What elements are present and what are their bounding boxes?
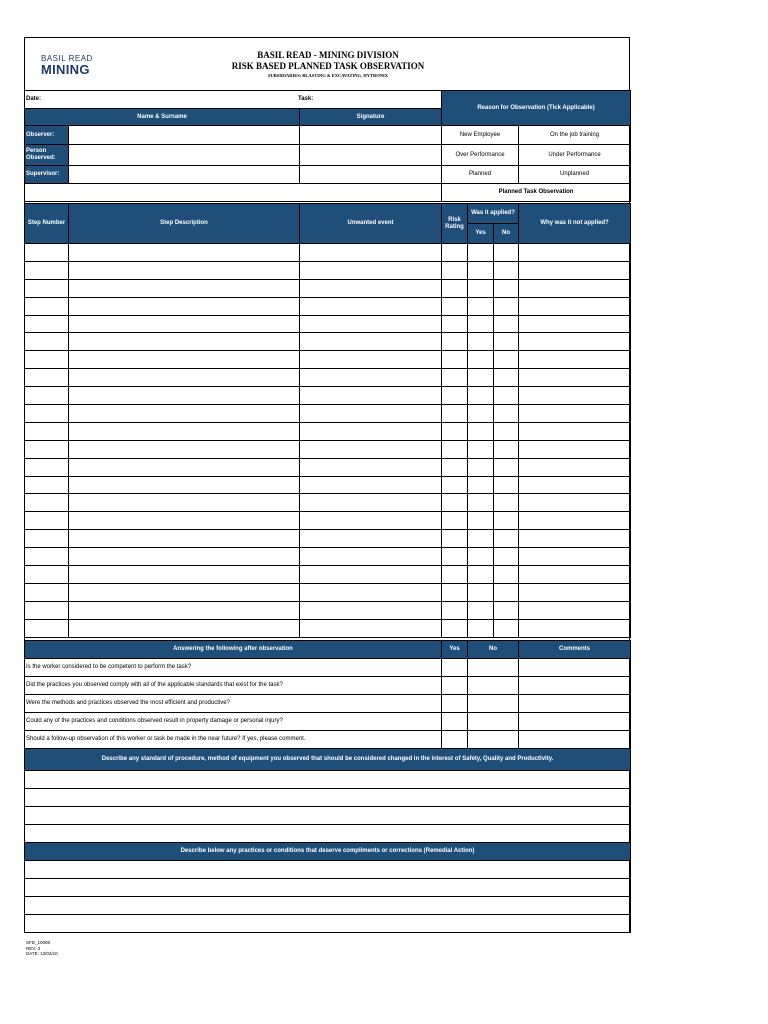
risk-rating-cell[interactable] (442, 369, 468, 387)
why-not-applied-cell[interactable] (519, 440, 631, 458)
risk-rating-cell[interactable] (442, 458, 468, 476)
applied-yes-cell[interactable] (468, 244, 494, 262)
applied-no-cell[interactable] (494, 458, 519, 476)
step-number-cell[interactable] (25, 476, 69, 494)
supervisor-label: Supervisor: (25, 166, 69, 184)
applied-no-header: No (494, 224, 519, 244)
risk-rating-cell[interactable] (442, 530, 468, 548)
step-description-cell[interactable] (69, 333, 300, 351)
step-number-cell[interactable] (25, 440, 69, 458)
step-number-cell[interactable] (25, 530, 69, 548)
reason-option-planned[interactable]: Planned (442, 166, 519, 184)
step-number-cell[interactable] (25, 458, 69, 476)
applied-yes-cell[interactable] (468, 601, 494, 619)
question-no-cell[interactable] (468, 713, 519, 731)
step-number-cell[interactable] (25, 512, 69, 530)
step-row (25, 601, 631, 619)
why-not-applied-cell[interactable] (519, 297, 631, 315)
why-not-applied-cell[interactable] (519, 244, 631, 262)
risk-rating-cell[interactable] (442, 351, 468, 369)
step-description-cell[interactable] (69, 583, 300, 601)
document-footer (26, 940, 58, 957)
why-not-applied-cell[interactable] (519, 619, 631, 637)
step-row (25, 619, 631, 637)
step-row (25, 279, 631, 297)
why-not-applied-cell[interactable] (519, 530, 631, 548)
question-yes-cell[interactable] (442, 713, 468, 731)
why-not-applied-cell[interactable] (519, 279, 631, 297)
applied-yes-cell[interactable] (468, 494, 494, 512)
question-no-cell[interactable] (468, 695, 519, 713)
describe-changes-line[interactable] (25, 789, 631, 807)
task-label: Task: (298, 96, 314, 102)
why-not-applied-cell[interactable] (519, 494, 631, 512)
unwanted-event-cell[interactable] (300, 548, 442, 566)
question-comment-cell[interactable] (519, 659, 631, 677)
step-number-cell[interactable] (25, 244, 69, 262)
applied-yes-cell[interactable] (468, 619, 494, 637)
step-row (25, 548, 631, 566)
why-not-applied-cell[interactable] (519, 351, 631, 369)
step-description-cell[interactable] (69, 244, 300, 262)
applied-yes-cell[interactable] (468, 476, 494, 494)
step-number-cell[interactable] (25, 369, 69, 387)
risk-rating-cell[interactable] (442, 261, 468, 279)
questions-comments-header: Comments (519, 641, 631, 659)
footer-revision: REV: 3 (26, 945, 41, 951)
planned-task-observation-label: Planned Task Observation (442, 184, 631, 202)
step-number-cell[interactable] (25, 405, 69, 423)
question-text: Should a follow-up observation of this worker or task be made in the near future? If yes, please comment. (25, 731, 442, 749)
step-number-cell[interactable] (25, 548, 69, 566)
question-text: Could any of the practices and conditions observed result in property damage or personal injury? (25, 713, 442, 731)
question-comment-cell[interactable] (519, 731, 631, 749)
unwanted-event-cell[interactable] (300, 405, 442, 423)
applied-no-cell[interactable] (494, 566, 519, 584)
why-not-applied-cell[interactable] (519, 476, 631, 494)
question-no-cell[interactable] (468, 659, 519, 677)
unwanted-event-cell[interactable] (300, 422, 442, 440)
describe-changes-table (24, 748, 631, 933)
why-not-applied-cell[interactable] (519, 369, 631, 387)
step-description-cell[interactable] (69, 279, 300, 297)
risk-rating-cell[interactable] (442, 601, 468, 619)
observer-label: Observer: (25, 126, 69, 145)
unwanted-event-cell[interactable] (300, 566, 442, 584)
remedial-action-header: Describe below any practices or conditions that deserve compliments or corrections (Remedial Action) (25, 843, 631, 861)
step-row (25, 530, 631, 548)
step-row (25, 583, 631, 601)
remedial-action-line[interactable] (25, 861, 631, 879)
questions-no-header: No (468, 641, 519, 659)
unwanted-event-cell[interactable] (300, 530, 442, 548)
questions-header: Answering the following after observation (25, 641, 442, 659)
step-number-header: Step Number (25, 204, 69, 244)
applied-yes-cell[interactable] (468, 530, 494, 548)
question-comment-cell[interactable] (519, 677, 631, 695)
why-not-applied-cell[interactable] (519, 261, 631, 279)
step-row (25, 261, 631, 279)
risk-rating-cell[interactable] (442, 476, 468, 494)
step-number-cell[interactable] (25, 494, 69, 512)
why-not-applied-cell[interactable] (519, 333, 631, 351)
logo-line2: MINING (41, 62, 90, 77)
step-number-cell[interactable] (25, 387, 69, 405)
step-number-cell[interactable] (25, 261, 69, 279)
describe-changes-header: Describe any standard of procedure, method of equipment you observed that should be considered changed in the interest of Safety, Quality and Productivity. (25, 749, 631, 771)
applied-no-cell[interactable] (494, 369, 519, 387)
reason-option-job-training[interactable]: On the job training (519, 126, 631, 145)
step-row (25, 297, 631, 315)
step-number-cell[interactable] (25, 351, 69, 369)
step-row (25, 512, 631, 530)
unwanted-event-cell[interactable] (300, 619, 442, 637)
applied-yes-cell[interactable] (468, 279, 494, 297)
person-signature-field[interactable] (300, 145, 442, 166)
question-text: Were the methods and practices observed the most efficient and productive? (25, 695, 442, 713)
step-row (25, 369, 631, 387)
risk-rating-header: Risk Rating (442, 204, 468, 244)
unwanted-event-cell[interactable] (300, 261, 442, 279)
why-not-applied-header: Why was it not applied? (519, 204, 631, 244)
step-description-cell[interactable] (69, 369, 300, 387)
question-yes-cell[interactable] (442, 677, 468, 695)
risk-rating-cell[interactable] (442, 333, 468, 351)
spacer-cell (25, 184, 442, 202)
unwanted-event-cell[interactable] (300, 583, 442, 601)
step-number-cell[interactable] (25, 315, 69, 333)
supervisor-signature-field[interactable] (300, 166, 442, 184)
date-cell[interactable] (25, 91, 442, 109)
why-not-applied-cell[interactable] (519, 548, 631, 566)
observer-name-field[interactable] (69, 126, 300, 145)
was-applied-header: Was it applied? (468, 204, 519, 224)
applied-no-cell[interactable] (494, 297, 519, 315)
applied-yes-cell[interactable] (468, 458, 494, 476)
applied-no-cell[interactable] (494, 405, 519, 423)
step-description-cell[interactable] (69, 297, 300, 315)
supervisor-name-field[interactable] (69, 166, 300, 184)
form-title-division: BASIL READ - MINING DIVISION (257, 50, 399, 60)
observer-signature-field[interactable] (300, 126, 442, 145)
risk-rating-cell[interactable] (442, 387, 468, 405)
step-description-cell[interactable] (69, 405, 300, 423)
applied-no-cell[interactable] (494, 494, 519, 512)
step-description-cell[interactable] (69, 566, 300, 584)
unwanted-event-cell[interactable] (300, 387, 442, 405)
remedial-action-line[interactable] (25, 879, 631, 897)
name-header: Name & Surname (25, 109, 300, 126)
applied-yes-header: Yes (468, 224, 494, 244)
applied-yes-cell[interactable] (468, 440, 494, 458)
risk-rating-cell[interactable] (442, 279, 468, 297)
applied-no-cell[interactable] (494, 619, 519, 637)
person-name-field[interactable] (69, 145, 300, 166)
reason-option-under-performance[interactable]: Under Performance (519, 145, 631, 166)
unwanted-event-cell[interactable] (300, 476, 442, 494)
step-description-cell[interactable] (69, 512, 300, 530)
why-not-applied-cell[interactable] (519, 405, 631, 423)
reason-option-new-employee[interactable]: New Employee (442, 126, 519, 145)
applied-yes-cell[interactable] (468, 405, 494, 423)
unwanted-event-cell[interactable] (300, 512, 442, 530)
question-text: Is the worker considered to be competent to perform the task? (25, 659, 442, 677)
step-row (25, 315, 631, 333)
applied-no-cell[interactable] (494, 601, 519, 619)
question-no-cell[interactable] (468, 677, 519, 695)
risk-rating-cell[interactable] (442, 494, 468, 512)
why-not-applied-cell[interactable] (519, 458, 631, 476)
applied-no-cell[interactable] (494, 315, 519, 333)
logo-line1: BASIL READ (41, 54, 93, 63)
step-description-cell[interactable] (69, 619, 300, 637)
reason-header: Reason for Observation (Tick Applicable) (442, 91, 631, 126)
step-description-cell[interactable] (69, 315, 300, 333)
applied-no-cell[interactable] (494, 548, 519, 566)
reason-option-over-performance[interactable]: Over Performance (442, 145, 519, 166)
applied-yes-cell[interactable] (468, 351, 494, 369)
remedial-action-line[interactable] (25, 897, 631, 915)
step-number-cell[interactable] (25, 297, 69, 315)
step-row (25, 422, 631, 440)
unwanted-event-cell[interactable] (300, 297, 442, 315)
risk-rating-cell[interactable] (442, 548, 468, 566)
why-not-applied-cell[interactable] (519, 387, 631, 405)
reason-option-unplanned[interactable]: Unplanned (519, 166, 631, 184)
risk-rating-cell[interactable] (442, 422, 468, 440)
remedial-action-line[interactable] (25, 915, 631, 933)
applied-no-cell[interactable] (494, 476, 519, 494)
step-row (25, 566, 631, 584)
step-description-cell[interactable] (69, 351, 300, 369)
applied-no-cell[interactable] (494, 351, 519, 369)
risk-rating-cell[interactable] (442, 244, 468, 262)
questions-table (24, 640, 631, 749)
step-row (25, 405, 631, 423)
applied-yes-cell[interactable] (468, 315, 494, 333)
unwanted-event-cell[interactable] (300, 279, 442, 297)
question-yes-cell[interactable] (442, 659, 468, 677)
step-description-cell[interactable] (69, 387, 300, 405)
question-text: Did the practices you observed comply with all of the applicable standards that exist for the task? (25, 677, 442, 695)
step-row (25, 494, 631, 512)
question-comment-cell[interactable] (519, 713, 631, 731)
risk-rating-cell[interactable] (442, 315, 468, 333)
unwanted-event-cell[interactable] (300, 351, 442, 369)
step-number-cell[interactable] (25, 333, 69, 351)
question-yes-cell[interactable] (442, 731, 468, 749)
risk-rating-cell[interactable] (442, 566, 468, 584)
step-row (25, 351, 631, 369)
risk-rating-cell[interactable] (442, 405, 468, 423)
risk-rating-cell[interactable] (442, 619, 468, 637)
person-observed-label: Person Observed: (25, 145, 69, 166)
risk-rating-cell[interactable] (442, 512, 468, 530)
step-row (25, 244, 631, 262)
unwanted-event-cell[interactable] (300, 440, 442, 458)
observation-form (24, 37, 630, 933)
risk-rating-cell[interactable] (442, 297, 468, 315)
why-not-applied-cell[interactable] (519, 422, 631, 440)
top-section-table (24, 90, 631, 202)
step-row (25, 440, 631, 458)
date-label: Date: (26, 96, 42, 102)
unwanted-event-cell[interactable] (300, 369, 442, 387)
step-description-cell[interactable] (69, 494, 300, 512)
applied-no-cell[interactable] (494, 422, 519, 440)
applied-yes-cell[interactable] (468, 333, 494, 351)
form-title-block (25, 50, 631, 79)
step-description-cell[interactable] (69, 458, 300, 476)
applied-yes-cell[interactable] (468, 261, 494, 279)
unwanted-event-header: Unwanted event (300, 204, 442, 244)
question-comment-cell[interactable] (519, 695, 631, 713)
questions-yes-header: Yes (442, 641, 468, 659)
unwanted-event-cell[interactable] (300, 494, 442, 512)
applied-no-cell[interactable] (494, 387, 519, 405)
applied-yes-cell[interactable] (468, 422, 494, 440)
step-number-cell[interactable] (25, 619, 69, 637)
step-row (25, 387, 631, 405)
applied-yes-cell[interactable] (468, 548, 494, 566)
question-no-cell[interactable] (468, 731, 519, 749)
applied-no-cell[interactable] (494, 261, 519, 279)
describe-changes-line[interactable] (25, 825, 631, 843)
steps-table (24, 203, 631, 638)
applied-no-cell[interactable] (494, 244, 519, 262)
applied-no-cell[interactable] (494, 279, 519, 297)
applied-yes-cell[interactable] (468, 297, 494, 315)
applied-yes-cell[interactable] (468, 387, 494, 405)
step-row (25, 458, 631, 476)
applied-yes-cell[interactable] (468, 369, 494, 387)
step-description-cell[interactable] (69, 530, 300, 548)
unwanted-event-cell[interactable] (300, 601, 442, 619)
step-row (25, 476, 631, 494)
step-number-cell[interactable] (25, 566, 69, 584)
step-description-cell[interactable] (69, 476, 300, 494)
signature-header: Signature (300, 109, 442, 126)
applied-yes-cell[interactable] (468, 583, 494, 601)
why-not-applied-cell[interactable] (519, 512, 631, 530)
describe-changes-line[interactable] (25, 807, 631, 825)
applied-no-cell[interactable] (494, 333, 519, 351)
step-description-cell[interactable] (69, 422, 300, 440)
step-number-cell[interactable] (25, 279, 69, 297)
form-subtitle: SUBSIDIARIES: BLASTING & EXCAVATING, HYTRONIX (268, 73, 388, 78)
step-row (25, 333, 631, 351)
applied-no-cell[interactable] (494, 530, 519, 548)
footer-date: DATE: 13/02/10 (26, 951, 58, 956)
applied-yes-cell[interactable] (468, 566, 494, 584)
unwanted-event-cell[interactable] (300, 244, 442, 262)
applied-yes-cell[interactable] (468, 512, 494, 530)
why-not-applied-cell[interactable] (519, 315, 631, 333)
applied-no-cell[interactable] (494, 583, 519, 601)
why-not-applied-cell[interactable] (519, 601, 631, 619)
step-number-cell[interactable] (25, 422, 69, 440)
form-title: RISK BASED PLANNED TASK OBSERVATION (231, 61, 425, 71)
risk-rating-cell[interactable] (442, 583, 468, 601)
why-not-applied-cell[interactable] (519, 583, 631, 601)
footer-doc-code: SFD_10006 (26, 940, 51, 945)
step-number-cell[interactable] (25, 583, 69, 601)
step-description-cell[interactable] (69, 548, 300, 566)
question-yes-cell[interactable] (442, 695, 468, 713)
unwanted-event-cell[interactable] (300, 315, 442, 333)
unwanted-event-cell[interactable] (300, 333, 442, 351)
step-description-cell[interactable] (69, 261, 300, 279)
unwanted-event-cell[interactable] (300, 458, 442, 476)
step-description-header: Step Description (69, 204, 300, 244)
applied-no-cell[interactable] (494, 440, 519, 458)
step-description-cell[interactable] (69, 601, 300, 619)
applied-no-cell[interactable] (494, 512, 519, 530)
step-description-cell[interactable] (69, 440, 300, 458)
step-number-cell[interactable] (25, 601, 69, 619)
describe-changes-line[interactable] (25, 771, 631, 789)
risk-rating-cell[interactable] (442, 440, 468, 458)
why-not-applied-cell[interactable] (519, 566, 631, 584)
